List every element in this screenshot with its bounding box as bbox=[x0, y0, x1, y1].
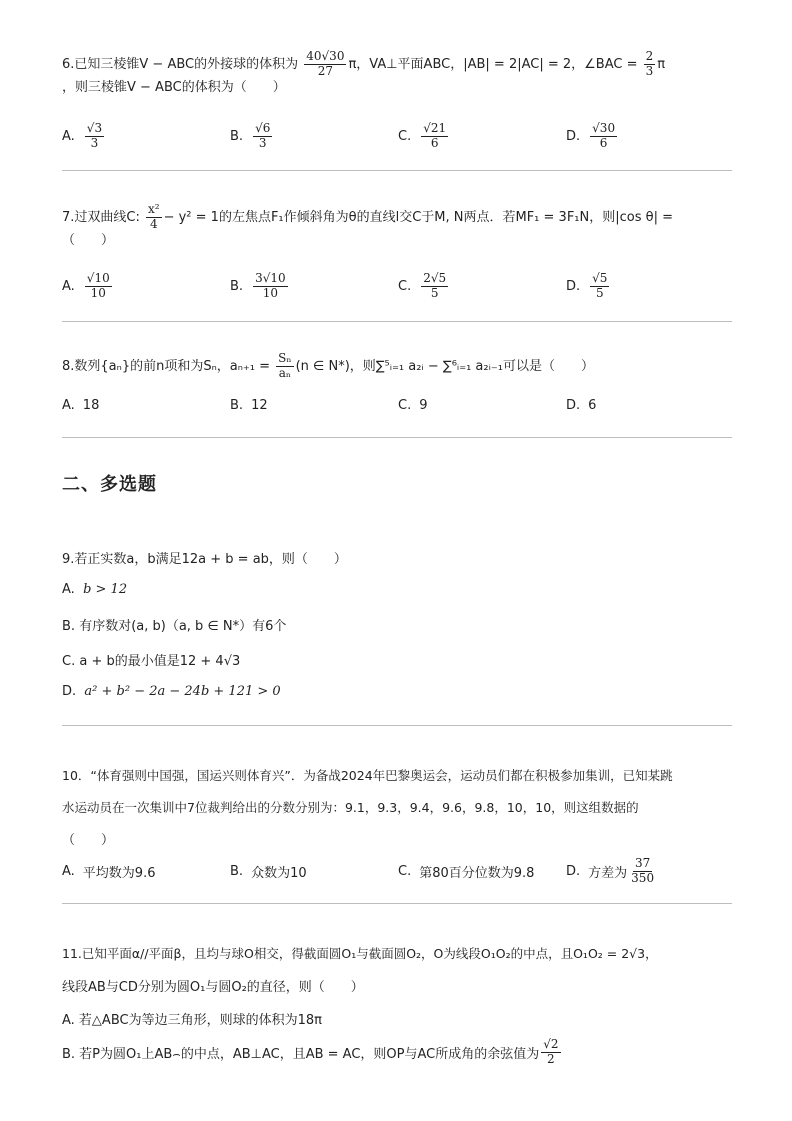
option-text: 方差为 bbox=[588, 865, 628, 881]
option-fraction bbox=[541, 1038, 560, 1067]
q7-option-d[interactable] bbox=[566, 268, 611, 304]
fraction-numerator: 2√5 bbox=[423, 270, 447, 285]
fraction-numerator: √5 bbox=[592, 270, 608, 285]
fraction-numerator: √6 bbox=[255, 120, 271, 135]
q6-stem-a: 6.已知三棱锥V − ABC的外接球的体积为 bbox=[62, 56, 299, 72]
q7-stem-line1 bbox=[62, 203, 730, 232]
q7-x-denominator: 4 bbox=[149, 216, 158, 231]
option-label: B. bbox=[230, 863, 244, 879]
divider bbox=[62, 321, 732, 322]
option-text: 6 bbox=[588, 397, 597, 413]
option-text: a² + b² − 2a − 24b + 121 > 0 bbox=[84, 684, 281, 699]
q6-option-a[interactable] bbox=[62, 118, 106, 154]
option-text: a + b的最小值是12 + 4√3 bbox=[79, 654, 241, 669]
option-label: D. bbox=[566, 128, 581, 144]
option-label: C. bbox=[398, 863, 412, 879]
option-text: 9 bbox=[419, 397, 428, 413]
option-label: C. bbox=[398, 278, 412, 294]
option-label: D. bbox=[566, 397, 581, 413]
option-label: B. bbox=[230, 397, 244, 413]
option-label: A. bbox=[62, 582, 75, 597]
q10-options bbox=[62, 852, 732, 890]
q8-option-a[interactable] bbox=[62, 390, 99, 420]
q7-stem-line2: （ ） bbox=[62, 232, 115, 248]
fraction-denominator: 10 bbox=[90, 285, 106, 300]
fraction-denominator: 350 bbox=[631, 870, 655, 885]
option-label: D. bbox=[62, 684, 77, 699]
q8-s-fraction bbox=[276, 352, 293, 381]
q6-option-d[interactable] bbox=[566, 118, 619, 154]
option-label: C. bbox=[62, 654, 76, 669]
q8-s-numerator: Sₙ bbox=[278, 351, 292, 365]
q10-stem-line1: 10．“体育强则中国强，国运兴则体育兴”．为备战2024年巴黎奥运会，运动员们都在积极参加集训，已知某跳 bbox=[62, 768, 673, 783]
option-text: B. 若P为圆O₁上AB⌢的中点，AB⊥AC，且AB = AC，则OP与AC所成角的余弦值为 bbox=[62, 1046, 540, 1062]
option-text: 有序数对(a, b)（a, b ∈ N*）有6个 bbox=[79, 619, 287, 634]
q7-option-a[interactable] bbox=[62, 268, 114, 304]
fraction-denominator: 2 bbox=[547, 1051, 555, 1066]
q7-stem-a: 7.过双曲线C: bbox=[62, 209, 140, 225]
option-label: A. bbox=[62, 397, 75, 413]
q6-angle-denominator: 3 bbox=[645, 63, 654, 78]
q6-option-b[interactable] bbox=[230, 118, 274, 154]
q10-option-d[interactable] bbox=[566, 852, 658, 890]
option-label: A. bbox=[62, 128, 75, 144]
q6-options bbox=[62, 118, 732, 158]
q8-option-c[interactable] bbox=[398, 390, 428, 420]
q6-stem-c: π bbox=[657, 56, 666, 72]
fraction-denominator: 6 bbox=[599, 135, 608, 150]
q11-stem-line1: 11.已知平面α//平面β，且均与球O相交，得截面圆O₁与截面圆O₂，O为线段O₁O₂的中点，且O₁O₂ = 2√3， bbox=[62, 946, 658, 961]
fraction-numerator: √10 bbox=[86, 270, 110, 285]
q7-x-numerator: x² bbox=[148, 202, 160, 216]
q8-s-denominator: aₙ bbox=[278, 365, 292, 380]
q9-option-b[interactable] bbox=[62, 615, 286, 634]
q8-stem-a: 8.数列{aₙ}的前n项和为Sₙ，aₙ₊₁ = bbox=[62, 358, 271, 374]
option-text: 众数为10 bbox=[251, 865, 307, 881]
option-fraction bbox=[85, 122, 104, 151]
q8-stem-b: (n ∈ N*)，则∑⁵ᵢ₌₁ a₂ᵢ − ∑⁶ᵢ₌₁ a₂ᵢ₋₁可以是（ ） bbox=[295, 358, 595, 374]
fraction-numerator: √3 bbox=[86, 120, 103, 135]
divider bbox=[62, 437, 732, 438]
q10-stem-line2: 水运动员在一次集训中7位裁判给出的分数分别为：9.1，9.3，9.4，9.6，9.8，10，10，则这组数据的 bbox=[62, 800, 639, 815]
option-fraction bbox=[629, 857, 656, 886]
option-fraction bbox=[253, 122, 272, 151]
q6-volume-fraction bbox=[304, 50, 346, 79]
q6-angle-fraction bbox=[644, 50, 656, 79]
q9-option-d[interactable] bbox=[62, 684, 281, 699]
q11-stem-line2: 线段AB与CD分别为圆O₁与圆O₂的直径，则（ ） bbox=[62, 980, 364, 995]
section-title: 二、多选题 bbox=[62, 474, 157, 495]
option-label: D. bbox=[566, 863, 581, 879]
fraction-denominator: 3 bbox=[258, 135, 267, 150]
q6-angle-numerator: 2 bbox=[645, 49, 654, 63]
option-label: B. bbox=[62, 619, 76, 634]
option-label: B. bbox=[230, 278, 244, 294]
fraction-denominator: 10 bbox=[262, 285, 278, 300]
q10-stem-line3: （ ） bbox=[62, 833, 115, 848]
option-fraction bbox=[421, 272, 448, 301]
q6-volume-denominator: 27 bbox=[317, 63, 333, 78]
q9-option-c[interactable] bbox=[62, 650, 240, 669]
fraction-numerator: √30 bbox=[592, 120, 616, 135]
divider bbox=[62, 903, 732, 904]
q11-option-b[interactable] bbox=[62, 1032, 563, 1072]
q8-stem-line1 bbox=[62, 352, 730, 381]
fraction-numerator: 37 bbox=[634, 855, 651, 870]
question-7 bbox=[62, 203, 730, 250]
option-text: 平均数为9.6 bbox=[82, 865, 156, 881]
fraction-denominator: 5 bbox=[430, 285, 439, 300]
q7-x-fraction bbox=[146, 203, 162, 232]
q6-stem-line2: ，则三棱锥V − ABC的体积为（ ） bbox=[62, 79, 286, 95]
q7-option-c[interactable] bbox=[398, 268, 450, 304]
fraction-numerator: √21 bbox=[423, 120, 447, 135]
option-text: 12 bbox=[251, 397, 268, 413]
option-label: B. bbox=[230, 128, 244, 144]
option-fraction bbox=[590, 122, 617, 151]
fraction-denominator: 6 bbox=[430, 135, 439, 150]
fraction-numerator: 3√10 bbox=[255, 270, 286, 285]
q9-option-a[interactable] bbox=[62, 582, 127, 597]
q7-stem-b: − y² = 1的左焦点F₁作倾斜角为θ的直线l交C于M, N两点．若MF₁ = 3F₁N，则|cos θ| = bbox=[163, 209, 673, 225]
q8-options bbox=[62, 390, 732, 420]
question-6 bbox=[62, 50, 730, 97]
option-label: C. bbox=[398, 397, 412, 413]
option-fraction bbox=[85, 272, 112, 301]
question-8 bbox=[62, 352, 730, 381]
q7-options bbox=[62, 268, 732, 308]
option-fraction bbox=[590, 272, 609, 301]
option-label: D. bbox=[566, 278, 581, 294]
fraction-denominator: 3 bbox=[90, 135, 99, 150]
q8-option-d[interactable] bbox=[566, 390, 596, 420]
option-text: b > 12 bbox=[83, 582, 128, 597]
q10-option-b[interactable] bbox=[230, 852, 307, 890]
option-text: 第80百分位数为9.8 bbox=[419, 865, 535, 881]
option-label: A. bbox=[62, 863, 75, 879]
option-label: A. bbox=[62, 278, 75, 294]
q11-option-a[interactable]: A. 若△ABC为等边三角形，则球的体积为18π bbox=[62, 1013, 322, 1028]
q9-stem: 9.若正实数a，b满足12a + b = ab，则（ ） bbox=[62, 552, 347, 567]
q6-option-c[interactable] bbox=[398, 118, 450, 154]
option-fraction bbox=[253, 272, 288, 301]
q6-volume-numerator: 40√30 bbox=[306, 49, 345, 63]
q10-option-c[interactable] bbox=[398, 852, 534, 890]
fraction-denominator: 5 bbox=[595, 285, 604, 300]
divider bbox=[62, 170, 732, 171]
q6-stem-b: π，VA⊥平面ABC，|AB| = 2|AC| = 2，∠BAC = bbox=[348, 56, 638, 72]
q6-stem-line1 bbox=[62, 50, 730, 79]
fraction-numerator: √2 bbox=[543, 1036, 559, 1051]
option-fraction bbox=[421, 122, 448, 151]
q10-option-a[interactable] bbox=[62, 852, 155, 890]
q7-option-b[interactable] bbox=[230, 268, 290, 304]
q8-option-b[interactable] bbox=[230, 390, 268, 420]
divider bbox=[62, 725, 732, 726]
option-text: 18 bbox=[82, 397, 100, 413]
option-label: C. bbox=[398, 128, 412, 144]
